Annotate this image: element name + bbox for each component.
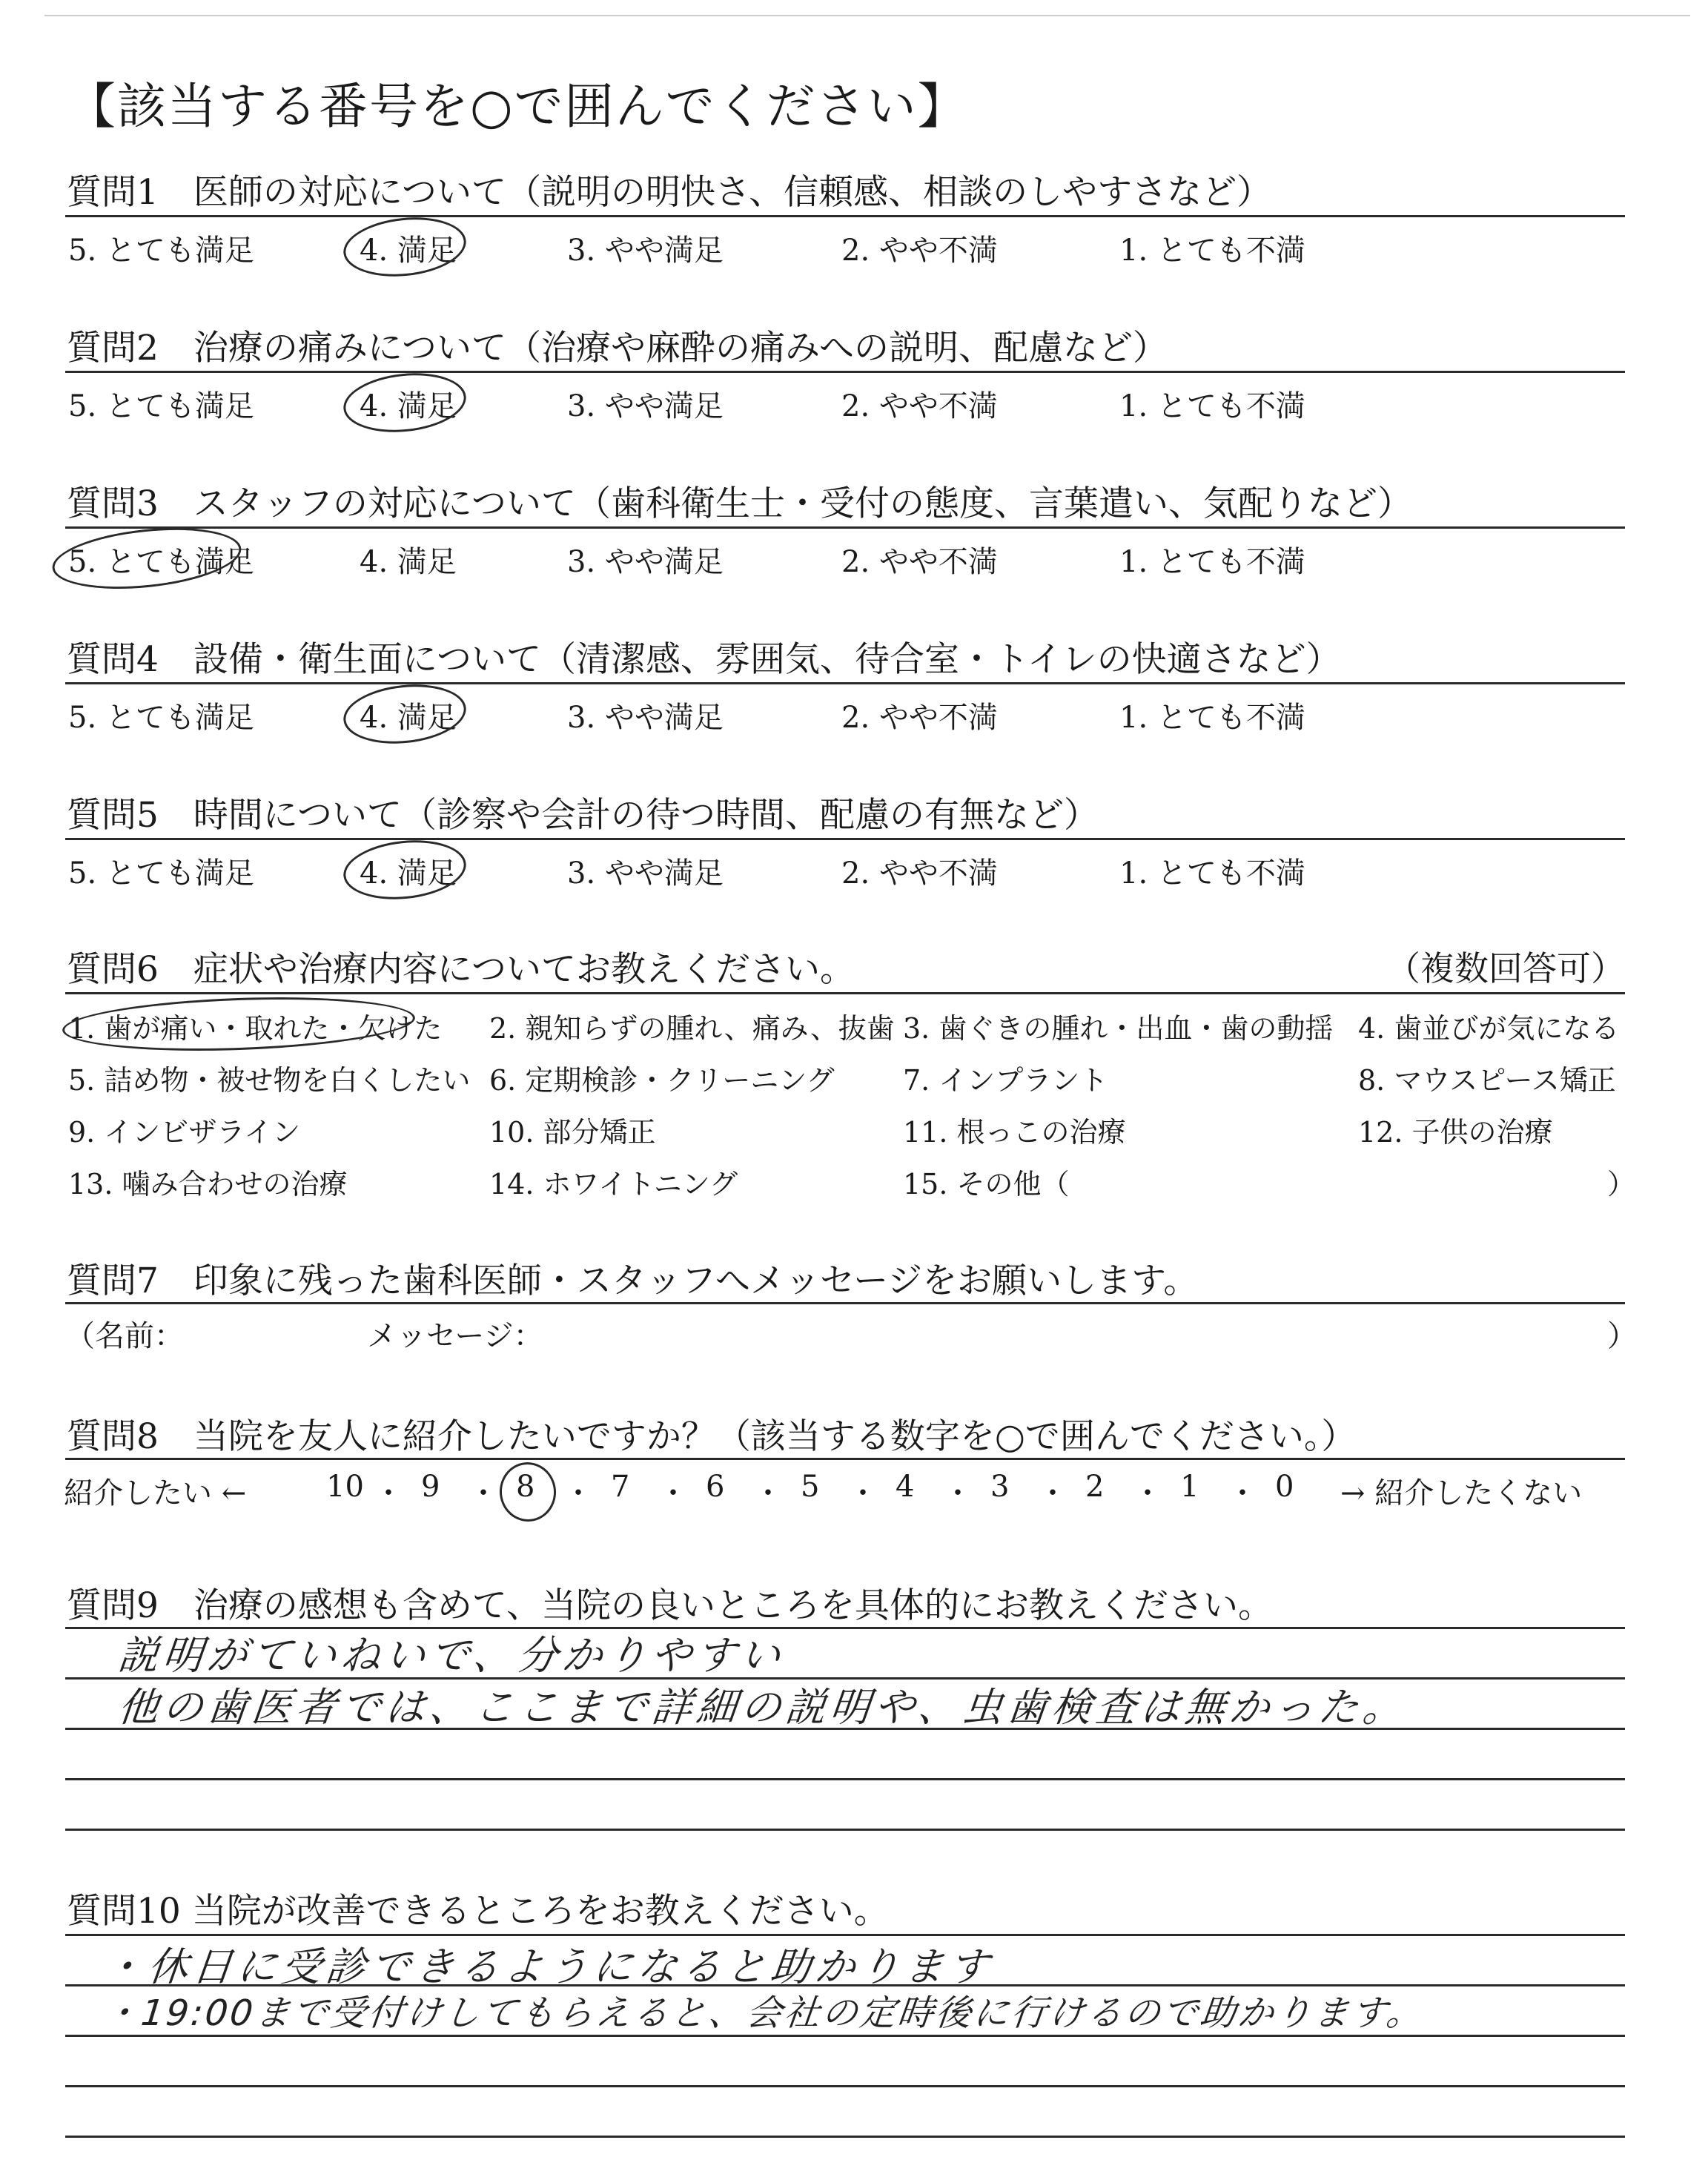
q8-separator: ・ <box>1038 1476 1068 1510</box>
q8-separator: ・ <box>658 1476 688 1510</box>
q7-close: ） <box>1607 1319 1637 1353</box>
q9-rule-4 <box>65 1778 1625 1780</box>
q3-option-1[interactable]: 1. とても不満 <box>1119 545 1305 579</box>
q2-selection-circle <box>340 368 469 438</box>
q3-title: 質問3 スタッフの対応について（歯科衛生士・受付の態度、言葉遣い、気配りなど） <box>67 483 1412 524</box>
q6-option-1[interactable]: 1. 歯が痛い・取れた・欠けた <box>68 1012 443 1045</box>
q2-option-4[interactable]: 4. 満足 <box>360 389 457 423</box>
form-header: 【該当する番号を○で囲んでください】 <box>67 78 968 135</box>
q8-separator: ・ <box>943 1476 973 1510</box>
q9-answer-2: 他の歯医者では、ここまで詳細の説明や、虫歯検査は無かった。 <box>116 1684 1410 1731</box>
q6-option-5[interactable]: 5. 詰め物・被せ物を白くしたい <box>68 1064 471 1097</box>
q8-number-8[interactable]: 8 <box>516 1470 535 1504</box>
q6-option-10[interactable]: 10. 部分矯正 <box>489 1116 656 1149</box>
q8-left-label: 紹介したい ← <box>64 1476 247 1510</box>
q9-rule-5 <box>65 1829 1625 1831</box>
q1-rule <box>65 215 1625 217</box>
q4-option-2[interactable]: 2. やや不満 <box>841 701 998 735</box>
q9-title: 質問9 治療の感想も含めて、当院の良いところを具体的にお教えください。 <box>67 1585 1273 1626</box>
q5-option-3[interactable]: 3. やや満足 <box>567 856 724 891</box>
q8-right-label: → 紹介したくない <box>1340 1476 1583 1510</box>
q8-selection-circle <box>497 1459 559 1525</box>
q5-rule <box>65 838 1625 840</box>
q5-option-5[interactable]: 5. とても満足 <box>68 856 254 891</box>
q4-rule <box>65 682 1625 684</box>
q1-title: 質問1 医師の対応について（説明の明快さ、信頼感、相談のしやすさなど） <box>67 172 1272 213</box>
q6-option-15[interactable]: 15. その他（ <box>903 1168 1070 1200</box>
q5-title: 質問5 時間について（診察や会計の待つ時間、配慮の有無など） <box>67 795 1099 836</box>
q6-option-2[interactable]: 2. 親知らずの腫れ、痛み、抜歯 <box>489 1012 895 1045</box>
q1-option-5[interactable]: 5. とても満足 <box>68 234 254 268</box>
q8-separator: ・ <box>753 1476 783 1510</box>
page-top-edge <box>44 15 1690 16</box>
q6-other-close: ） <box>1607 1168 1636 1200</box>
q3-option-5[interactable]: 5. とても満足 <box>68 545 254 579</box>
q3-option-4[interactable]: 4. 満足 <box>360 545 457 579</box>
q6-option-6[interactable]: 6. 定期検診・クリーニング <box>489 1064 835 1097</box>
q2-option-1[interactable]: 1. とても不満 <box>1119 389 1305 423</box>
q7-title: 質問7 印象に残った歯科医師・スタッフへメッセージをお願いします。 <box>67 1261 1199 1301</box>
q6-option-12[interactable]: 12. 子供の治療 <box>1358 1116 1553 1149</box>
q8-number-9[interactable]: 9 <box>421 1470 440 1504</box>
q4-title: 質問4 設備・衛生面について（清潔感、雰囲気、待合室・トイレの快適さなど） <box>67 639 1341 680</box>
q6-option-7[interactable]: 7. インプラント <box>903 1064 1108 1097</box>
q8-number-4[interactable]: 4 <box>896 1470 915 1504</box>
q1-option-2[interactable]: 2. やや不満 <box>841 234 998 268</box>
q8-number-1[interactable]: 1 <box>1180 1470 1199 1504</box>
q10-rule-4 <box>65 2085 1625 2087</box>
q8-number-7[interactable]: 7 <box>611 1470 630 1504</box>
q10-answer-2: ・19:00まで受付けしてもらえると、会社の定時後に行けるので助かります。 <box>101 1992 1426 2034</box>
q7-message-label: メッセージ： <box>367 1319 543 1353</box>
q8-number-5[interactable]: 5 <box>801 1470 820 1504</box>
q6-option-9[interactable]: 9. インビザライン <box>68 1116 301 1149</box>
q7-rule <box>65 1302 1625 1304</box>
q4-option-4[interactable]: 4. 満足 <box>360 701 457 735</box>
q5-option-1[interactable]: 1. とても不満 <box>1119 856 1305 891</box>
q6-title: 質問6 症状や治療内容についてお教えください。 <box>67 949 855 990</box>
q8-number-0[interactable]: 0 <box>1275 1470 1294 1504</box>
q8-separator: ・ <box>374 1476 403 1510</box>
q4-option-5[interactable]: 5. とても満足 <box>68 701 254 735</box>
q2-option-3[interactable]: 3. やや満足 <box>567 389 724 423</box>
q2-rule <box>65 371 1625 373</box>
q8-number-3[interactable]: 3 <box>990 1470 1010 1504</box>
q2-option-5[interactable]: 5. とても満足 <box>68 389 254 423</box>
q8-number-10[interactable]: 10 <box>326 1470 364 1504</box>
q8-separator: ・ <box>563 1476 593 1510</box>
q8-separator: ・ <box>848 1476 878 1510</box>
q5-selection-circle <box>340 835 469 905</box>
q4-option-3[interactable]: 3. やや満足 <box>567 701 724 735</box>
q6-selection-circle <box>62 992 416 1057</box>
q6-option-13[interactable]: 13. 噛み合わせの治療 <box>68 1168 348 1200</box>
q3-option-3[interactable]: 3. やや満足 <box>567 545 724 579</box>
q4-option-1[interactable]: 1. とても不満 <box>1119 701 1305 735</box>
q9-answer-1: 説明がていねいで、分かりやすい <box>116 1632 787 1679</box>
q8-separator: ・ <box>469 1476 498 1510</box>
q2-option-2[interactable]: 2. やや不満 <box>841 389 998 423</box>
q8-title: 質問8 当院を友人に紹介したいですか？（該当する数字を○で囲んでください。） <box>67 1416 1357 1457</box>
q6-rule <box>65 992 1625 994</box>
q5-option-4[interactable]: 4. 満足 <box>360 856 457 891</box>
q3-rule <box>65 526 1625 529</box>
q10-answer-1: ・休日に受診できるようになると助かります <box>101 1943 996 1990</box>
q10-rule-5 <box>65 2136 1625 2138</box>
q1-option-1[interactable]: 1. とても不満 <box>1119 234 1305 268</box>
q8-separator: ・ <box>1228 1476 1257 1510</box>
q6-multiple-note: （複数回答可） <box>1386 948 1625 988</box>
q8-separator: ・ <box>1133 1476 1162 1510</box>
q2-title: 質問2 治療の痛みについて（治療や麻酔の痛みへの説明、配慮など） <box>67 328 1168 369</box>
q6-option-3[interactable]: 3. 歯ぐきの腫れ・出血・歯の動揺 <box>903 1012 1334 1045</box>
q3-option-2[interactable]: 2. やや不満 <box>841 545 998 579</box>
q3-selection-circle <box>50 520 245 597</box>
q7-name-label: （名前： <box>65 1319 184 1353</box>
q6-option-11[interactable]: 11. 根っこの治療 <box>903 1116 1126 1149</box>
q6-option-4[interactable]: 4. 歯並びが気になる <box>1358 1012 1620 1045</box>
q8-rule <box>65 1458 1625 1460</box>
q1-option-3[interactable]: 3. やや満足 <box>567 234 724 268</box>
q10-title: 質問10 当院が改善できるところをお教えください。 <box>67 1891 889 1932</box>
q8-number-2[interactable]: 2 <box>1085 1470 1105 1504</box>
q1-option-4[interactable]: 4. 満足 <box>360 234 457 268</box>
q5-option-2[interactable]: 2. やや不満 <box>841 856 998 891</box>
q6-option-8[interactable]: 8. マウスピース矯正 <box>1358 1064 1616 1097</box>
q1-selection-circle <box>340 212 469 283</box>
q8-number-6[interactable]: 6 <box>706 1470 725 1504</box>
q6-option-14[interactable]: 14. ホワイトニング <box>489 1168 738 1200</box>
q4-selection-circle <box>340 679 469 750</box>
